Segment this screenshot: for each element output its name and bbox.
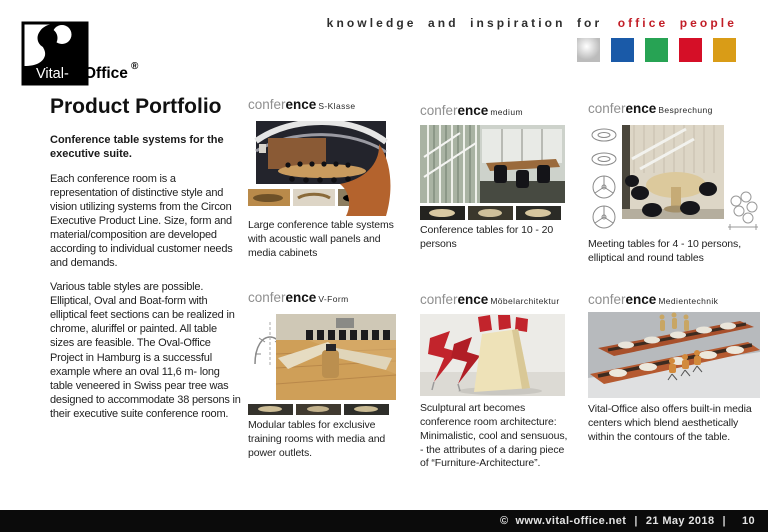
product-caption: Large conference table systems with acoustic wall panels and media cabinets	[248, 219, 394, 259]
page-number: 10	[741, 515, 755, 527]
product-caption: Meeting tables for 4 - 10 persons, elliptical and round tables	[588, 238, 742, 264]
product-variant: Möbelarchitektur	[490, 296, 560, 306]
brand-color-chips	[577, 38, 736, 62]
product-variant: S-Klasse	[318, 101, 356, 111]
vital-office-logo	[21, 21, 161, 89]
footer-separator: |	[722, 515, 726, 527]
product-tile-medientechnik	[588, 292, 760, 445]
intro-subtitle: Conference table systems for the executive suite.	[50, 134, 224, 161]
product-title: conference Medientechnik	[588, 292, 719, 307]
office-interior-photo-illustration	[420, 125, 570, 220]
footer-website-link[interactable]: www.vital-office.net	[515, 515, 627, 527]
footer-separator: |	[634, 515, 638, 527]
color-chip-red-icon	[679, 38, 702, 62]
registered-mark: ®	[131, 61, 139, 72]
product-caption: Sculptural art becomes conference room architecture: Minimalistic, cool and sensuous, - the attributes of a daring piece of “Furniture-Architecture”.	[420, 402, 568, 470]
footer-bar	[0, 510, 768, 532]
footer-date: 21 May 2018	[645, 515, 715, 527]
logo-brand-secondary: Office	[84, 65, 128, 82]
logo-brand-primary: Vital-	[36, 66, 69, 82]
product-title: conference Besprechung	[588, 101, 713, 116]
copyright-icon: ©	[499, 515, 509, 527]
product-tile-moebelarchitektur	[420, 292, 570, 471]
product-variant: V-Form	[318, 294, 349, 304]
meeting-table-photo-and-drawings-illustration	[588, 123, 760, 235]
product-variant: medium	[490, 107, 523, 117]
sculptural-furniture-photo-illustration	[420, 314, 570, 396]
product-variant: Besprechung	[658, 105, 713, 115]
tagline-prefix: knowledge and inspiration for	[326, 16, 603, 30]
tagline-highlight: office people	[617, 16, 737, 30]
product-title: conference V-Form	[248, 290, 349, 305]
color-chip-gold-icon	[713, 38, 736, 62]
media-table-render-illustration	[588, 312, 760, 398]
header-tagline	[327, 16, 737, 30]
intro-paragraph: Each conference room is a representation of distinctive style and vision utilizing systems from the Circon Executive Product Line. Size, form and material/composition are developed according to individual customer needs and demands.	[50, 172, 233, 270]
product-tile-s-klasse	[248, 97, 398, 261]
product-tile-besprechung	[588, 101, 760, 266]
product-caption: Modular tables for exclusive training rooms with media and power outlets.	[248, 419, 386, 459]
intro-column	[50, 95, 242, 431]
conference-room-photo-illustration	[248, 121, 398, 216]
product-tile-v-form	[248, 290, 398, 461]
product-variant: Medientechnik	[658, 296, 719, 306]
color-chip-blue-icon	[611, 38, 634, 62]
product-caption: Vital-Office also offers built-in media centers which blend aesthetically within the contours of the table.	[588, 403, 752, 443]
intro-paragraph: Various table styles are possible. Elliptical, Oval and Boat-form with elliptical feet sections can be realized in chrome, aluriffel or painted. All table sizes are feasible. The Oval-Office Project in Hamburg is a successful example where an oval 11,6 m- long table veneered in Swiss pear tree was designed to accommodate 38 persons in their executive suite conference room.	[50, 281, 241, 420]
product-title: conference S-Klasse	[248, 97, 356, 112]
product-title: conference Möbelarchitektur	[420, 292, 560, 307]
product-tile-medium	[420, 103, 570, 252]
training-room-photo-and-arch-drawing-illustration	[248, 312, 398, 415]
product-title: conference medium	[420, 103, 523, 118]
product-caption: Conference tables for 10 - 20 persons	[420, 224, 554, 250]
page-title: Product Portfolio	[50, 95, 222, 118]
color-chip-green-icon	[645, 38, 668, 62]
color-chip-silver-icon	[577, 38, 600, 62]
